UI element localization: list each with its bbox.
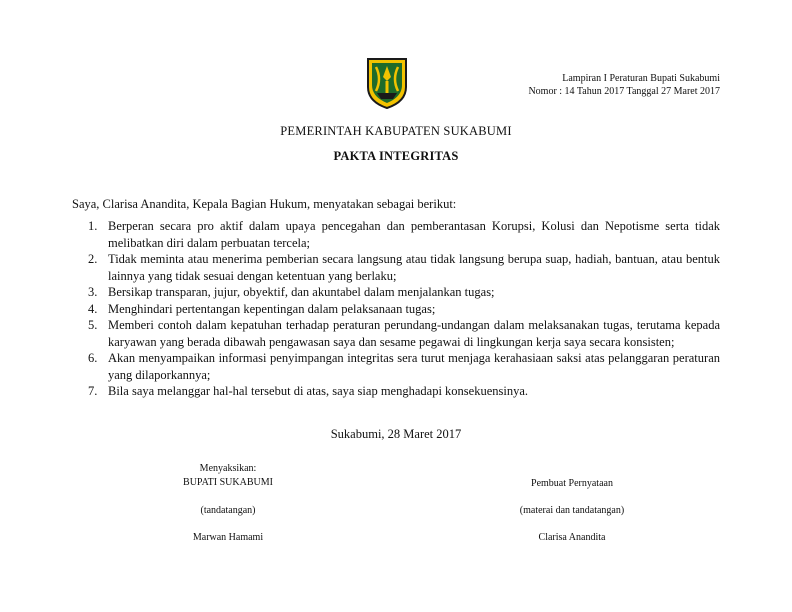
institution-heading: PEMERINTAH KABUPATEN SUKABUMI — [280, 124, 512, 138]
item-number: 2. — [88, 252, 98, 266]
item-text: Bersikap transparan, jujur, obyektif, dan akuntabel dalam menjalankan tugas; — [108, 285, 495, 299]
witness-sign-note: (tandatangan) — [200, 505, 256, 516]
declarant-role: Pembuat Pernyataan — [531, 478, 613, 489]
witness-role: BUPATI SUKABUMI — [183, 477, 273, 488]
item-number: 3. — [88, 285, 98, 299]
list-item — [88, 301, 720, 318]
item-text: Akan menyampaikan informasi penyimpangan integritas sera turut menjaga kerahasiaan saksi atas pelanggaran peraturan yang dilaporkannya; — [108, 351, 720, 382]
list-item — [88, 284, 720, 301]
sukabumi-coat-of-arms-icon — [366, 57, 408, 109]
list-item — [88, 383, 720, 400]
witness-name: Marwan Hamami — [192, 532, 264, 543]
item-number: 1. — [88, 219, 98, 233]
list-item — [88, 251, 720, 284]
item-number: 5. — [88, 318, 98, 332]
item-text: Menghindari pertentangan kepentingan dalam pelaksanaan tugas; — [108, 301, 436, 316]
document-title: PAKTA INTEGRITAS — [333, 149, 459, 163]
item-text: Memberi contoh dalam kepatuhan terhadap peraturan perundang-undangan dalam melaksanakan tugas, terutama kepada karyawan yang berada dibawah pengawasan saya dan sesame pegawai di lingkungan kerja saya secara konsisten; — [108, 318, 720, 349]
list-item — [88, 218, 720, 251]
item-text: Bila saya melanggar hal-hal tersebut di atas, saya siap menghadapi konsekuensinya. — [108, 384, 529, 398]
list-item — [88, 350, 720, 383]
item-text: Tidak meminta atau menerima pemberian secara langsung atau tidak langsung berupa suap, hadiah, bantuan, atau bentuk lainnya yang tidak sesuai dengan ketentuan yang berlaku; — [108, 252, 720, 283]
declarant-sign-note: (materai dan tandatangan) — [519, 505, 625, 516]
declarant-name: Clarisa Anandita — [538, 532, 606, 543]
item-number: 4. — [88, 301, 98, 316]
item-number: 6. — [88, 351, 98, 365]
place-date: Sukabumi, 28 Maret 2017 — [330, 427, 462, 441]
intro-statement: Saya, Clarisa Anandita, Kepala Bagian Hukum, menyatakan sebagai berikut: — [72, 197, 457, 211]
lampiran-reference — [528, 72, 720, 98]
witness-label: Menyaksikan: — [199, 463, 257, 474]
list-item — [88, 317, 720, 350]
commitment-list — [88, 218, 720, 400]
item-text: Berperan secara pro aktif dalam upaya pencegahan dan pemberantasan Korupsi, Kolusi dan Nepotisme serta tidak melibatkan diri dalam perbuatan tercela; — [108, 219, 720, 250]
lampiran-line-2: Nomor : 14 Tahun 2017 Tanggal 27 Maret 2017 — [528, 86, 720, 97]
item-number: 7. — [88, 384, 98, 398]
lampiran-line-1: Lampiran I Peraturan Bupati Sukabumi — [562, 73, 720, 84]
